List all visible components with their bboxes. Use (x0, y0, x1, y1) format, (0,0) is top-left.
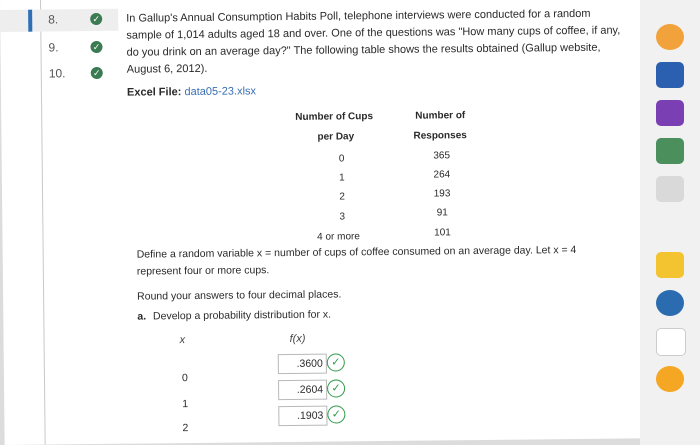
question-text: In Gallup's Annual Consumption Habits Poll, telephone interviews were conducted for a random sample of 1,014 adults aged 18 and over. One of the questions was "How many cups of coffee, if any, do you drink on an average day?" The following table shows the results obtained (Gallup website, August 6, 2012). (126, 7, 621, 76)
check-circle-icon: ✓ (327, 353, 345, 371)
dist-x-value: 0 (181, 372, 188, 385)
cell-cups: 0 (338, 153, 345, 165)
cell-cups: 2 (339, 191, 345, 203)
nav-question-number: 9. (48, 40, 59, 55)
excel-file-link[interactable]: data05-23.xlsx (184, 85, 257, 99)
cell-responses: 91 (436, 207, 448, 219)
checkmark-icon: ✓ (90, 13, 102, 25)
nav-question-8[interactable] (0, 9, 118, 32)
dist-x-value: 2 (182, 422, 189, 435)
question-navigator (0, 0, 123, 445)
rounding-instruction: Round your answers to four decimal places. (137, 288, 342, 303)
checkmark-icon: ✓ (91, 67, 103, 79)
app-white-icon[interactable] (656, 328, 686, 356)
define-variable-text: Define a random variable x = number of cups of coffee consumed on an average day. Let x = 4 represent four or more cups. (136, 243, 577, 278)
check-circle-icon: ✓ (327, 405, 345, 423)
dist-x-value: 1 (182, 398, 189, 411)
check-circle-icon: ✓ (327, 379, 345, 397)
cell-responses: 365 (433, 150, 451, 162)
nav-question-number: 10. (48, 66, 66, 81)
col-header-responses: Number of (415, 110, 466, 122)
excel-file-label: Excel File: (126, 86, 182, 99)
nav-question-number: 8. (48, 12, 59, 27)
checkmark-icon: ✓ (90, 41, 102, 53)
app-orange-icon[interactable] (656, 24, 684, 50)
nav-question-9[interactable] (0, 37, 118, 60)
app-badge-icon[interactable] (656, 290, 684, 316)
app-ring-icon[interactable] (656, 366, 684, 392)
answer-input[interactable]: .3600 (278, 354, 327, 375)
col-header-responses-2: Responses (413, 130, 467, 142)
app-check-icon[interactable] (656, 138, 684, 164)
app-dock (640, 0, 700, 445)
part-a-text: Develop a probability distribution for x. (152, 308, 332, 323)
cell-responses: 264 (433, 169, 451, 181)
dist-header-fx: f(x) (289, 332, 306, 345)
col-header-cups: Number of Cups (295, 111, 374, 123)
cell-cups: 3 (339, 211, 346, 223)
cell-responses: 101 (434, 227, 451, 239)
nav-question-10[interactable] (1, 63, 119, 86)
cell-responses: 193 (433, 188, 451, 200)
col-header-cups-2: per Day (317, 131, 355, 143)
google-drive-icon[interactable] (656, 252, 684, 278)
answer-input[interactable]: .1903 (278, 406, 327, 427)
cell-cups: 4 or more (317, 231, 360, 243)
answer-input[interactable]: .2604 (278, 380, 327, 401)
excel-file-line (127, 79, 622, 101)
app-blue-icon[interactable] (656, 62, 684, 88)
dist-header-x: x (179, 334, 186, 347)
part-a (137, 307, 331, 326)
part-a-label: a. (137, 310, 147, 323)
question-content (126, 5, 622, 435)
app-music-icon[interactable] (656, 176, 684, 202)
cell-cups: 1 (339, 172, 345, 184)
onenote-icon[interactable] (656, 100, 684, 126)
